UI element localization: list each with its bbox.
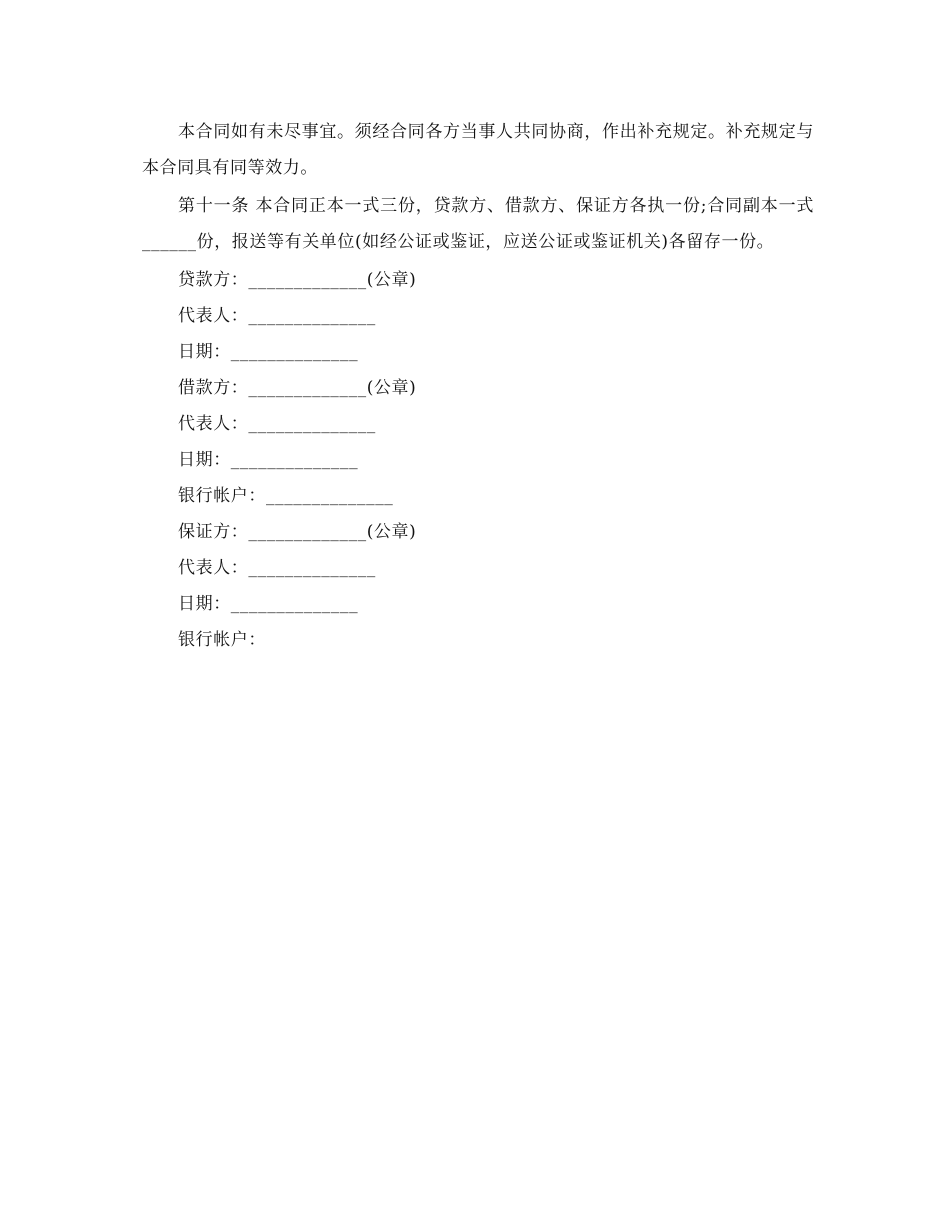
borrower-bank-account-line: 银行帐户：______________ (178, 486, 394, 506)
document-body (142, 114, 814, 658)
guarantor-date-line: 日期：______________ (178, 594, 359, 614)
clause-eleven: 第十一条 本合同正本一式三份，贷款方、借款方、保证方各执一份;合同副本一式______份，报送等有关单位(如经公证或鉴证，应送公证或鉴证机关)各留存一份。 (142, 196, 814, 252)
guarantor-representative-line: 代表人：______________ (178, 558, 376, 578)
borrower-date-line: 日期：______________ (178, 450, 359, 470)
lender-date-line: 日期：______________ (178, 342, 359, 362)
borrower-seal-line: 借款方：_____________(公章) (178, 378, 417, 398)
guarantor-bank-account-line: 银行帐户： (178, 630, 266, 650)
borrower-representative-line: 代表人：______________ (178, 414, 376, 434)
clause-supplementary: 本合同如有未尽事宜。须经合同各方当事人共同协商，作出补充规定。补充规定与本合同具有同等效力。 (142, 122, 814, 178)
guarantor-seal-line: 保证方：_____________(公章) (178, 522, 417, 542)
signature-block (142, 262, 814, 658)
lender-representative-line: 代表人：______________ (178, 306, 376, 326)
lender-seal-line: 贷款方：_____________(公章) (178, 270, 417, 290)
